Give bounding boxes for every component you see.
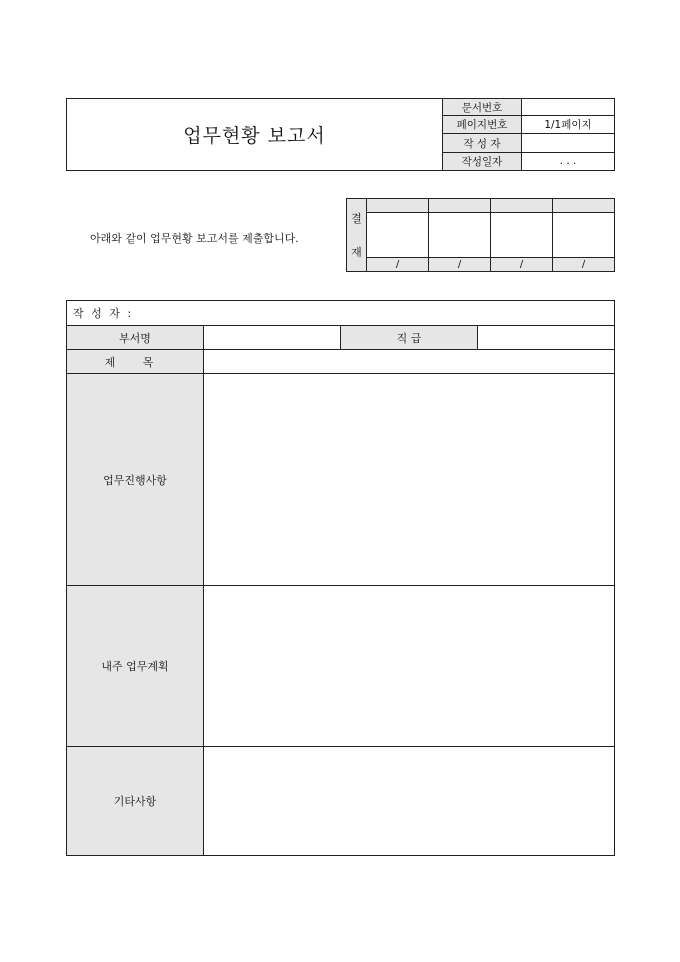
intro-text: 아래와 같이 업무현황 보고서를 제출합니다. [90, 232, 299, 245]
other-notes-label: 기타사항 [67, 747, 204, 856]
approver-title-3[interactable] [491, 199, 553, 213]
progress-field[interactable] [204, 374, 615, 586]
approver-date-2[interactable]: / [429, 257, 491, 271]
date-label: 작성일자 [443, 152, 522, 170]
page-number-value: 1/1페이지 [522, 116, 615, 134]
rank-label: 직 급 [341, 326, 478, 350]
dept-label: 부서명 [67, 326, 204, 350]
next-week-plan-label: 내주 업무계획 [67, 586, 204, 747]
approver-sign-2[interactable] [429, 213, 491, 258]
date-field[interactable]: . . . [522, 152, 615, 170]
rank-field[interactable] [478, 326, 615, 350]
approver-title-1[interactable] [367, 199, 429, 213]
doc-number-label: 문서번호 [443, 99, 522, 116]
approval-table [346, 198, 615, 272]
approval-label-bottom: 재 [351, 246, 362, 259]
approver-date-3[interactable]: / [491, 257, 553, 271]
approver-title-4[interactable] [553, 199, 615, 213]
page-number-label: 페이지번호 [443, 116, 522, 134]
approver-sign-3[interactable] [491, 213, 553, 258]
next-week-plan-field[interactable] [204, 586, 615, 747]
report-form-table [66, 300, 615, 856]
approver-title-2[interactable] [429, 199, 491, 213]
author-field[interactable] [522, 134, 615, 152]
approval-side-label [347, 199, 367, 272]
progress-label: 업무진행사항 [67, 374, 204, 586]
document-header-table [66, 98, 615, 171]
author-label: 작 성 자 [443, 134, 522, 152]
form-author-line[interactable]: 작 성 자 : [67, 301, 615, 326]
subject-field[interactable] [204, 350, 615, 374]
subject-label: 제 목 [67, 350, 204, 374]
document-title: 업무현황 보고서 [67, 99, 443, 171]
approval-label-top: 결 [351, 212, 362, 225]
other-notes-field[interactable] [204, 747, 615, 856]
doc-number-field[interactable] [522, 99, 615, 116]
approver-sign-1[interactable] [367, 213, 429, 258]
approver-date-1[interactable]: / [367, 257, 429, 271]
approver-date-4[interactable]: / [553, 257, 615, 271]
dept-field[interactable] [204, 326, 341, 350]
approver-sign-4[interactable] [553, 213, 615, 258]
